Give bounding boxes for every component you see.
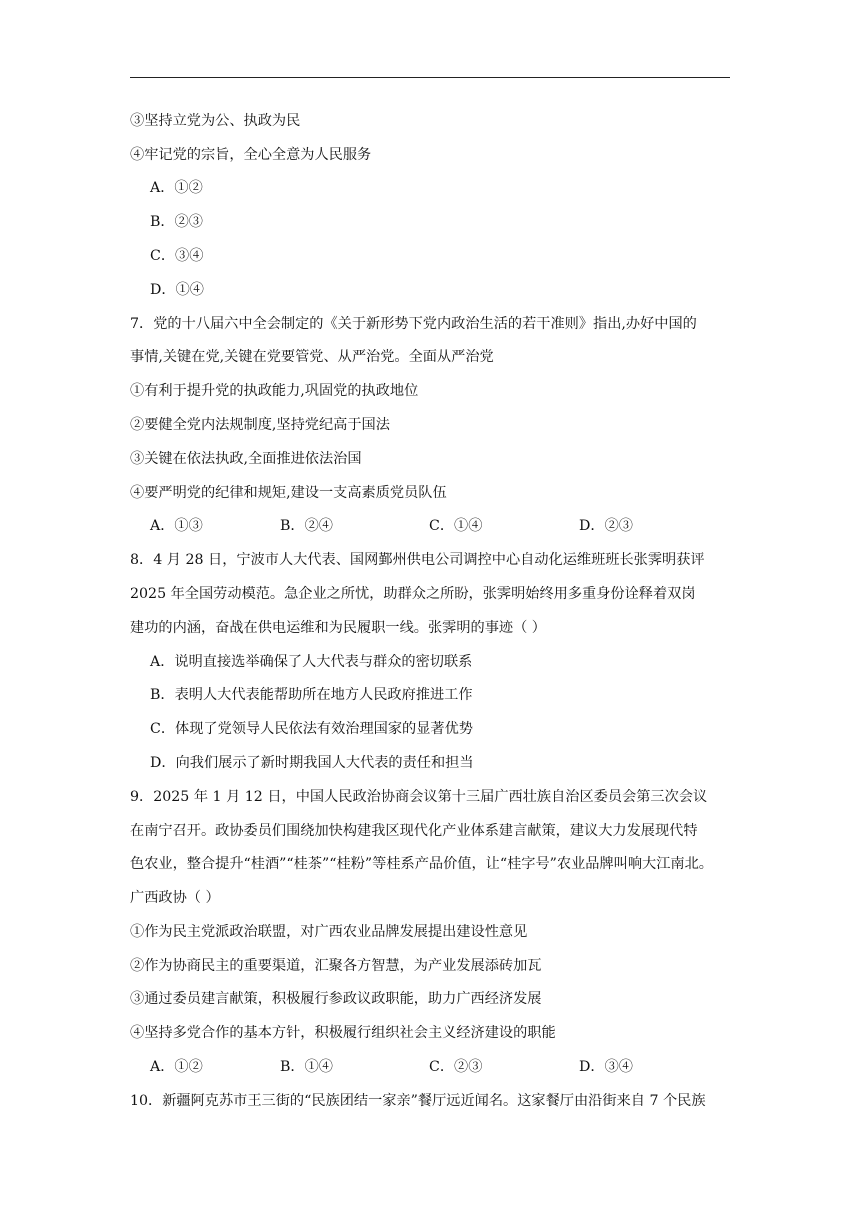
q9-stem-line-2: 在南宁召开。政协委员们围绕加快构建我区现代化产业体系建言献策，建议大力发展现代特: [130, 823, 698, 839]
q7-stem-line-1: 7．党的十八届六中全会制定的《关于新形势下党内政治生活的若干准则》指出,办好中国的: [130, 316, 697, 332]
q7-option-b: B．②④: [280, 518, 333, 534]
q9-statement-1: ①作为民主党派政治联盟，对广西农业品牌发展提出建设性意见: [130, 924, 528, 940]
q9-option-d: D．③④: [579, 1059, 633, 1075]
q6-statement-4: ④牢记党的宗旨，全心全意为人民服务: [130, 147, 372, 163]
q7-statement-1: ①有利于提升党的执政能力,巩固党的执政地位: [130, 383, 419, 399]
q8-stem-line-2: 2025 年全国劳动模范。急企业之所忧，助群众之所盼，张霁明始终用多重身份诠释着双岗: [130, 586, 696, 602]
q9-statement-3: ③通过委员建言献策，积极履行参政议政职能，助力广西经济发展: [130, 991, 542, 1007]
q9-stem-line-3: 色农业，整合提升“桂酒”“桂茶”“桂粉”等桂系产品价值，让“桂字号”农业品牌叫响大江南北。: [130, 856, 713, 872]
q9-stem-line-1: 9．2025 年 1 月 12 日，中国人民政治协商会议第十三届广西壮族自治区委员会第三次会议: [130, 789, 708, 805]
q9-statement-2: ②作为协商民主的重要渠道，汇聚各方智慧，为产业发展添砖加瓦: [130, 958, 542, 974]
q9-stem-line-4: 广西政协（ ）: [130, 890, 220, 906]
q7-statement-2: ②要健全党内法规制度,坚持党纪高于国法: [130, 417, 390, 433]
q8-stem-line-3: 建功的内涵，奋战在供电运维和为民履职一线。张霁明的事迹（ ）: [130, 620, 546, 636]
q7-option-c: C．①④: [429, 518, 483, 534]
q7-option-a: A．①③: [150, 518, 203, 534]
q9-option-a: A．①②: [150, 1059, 203, 1075]
q8-option-a: A．说明直接选举确保了人大代表与群众的密切联系: [150, 654, 473, 670]
q6-option-a: A．①②: [150, 180, 203, 196]
q7-statement-3: ③关键在依法执政,全面推进依法治国: [130, 451, 362, 467]
q7-statement-4: ④要严明党的纪律和规矩,建设一支高素质党员队伍: [130, 485, 447, 501]
q7-option-d: D．②③: [579, 518, 633, 534]
q9-option-b: B．①④: [280, 1059, 333, 1075]
q9-option-c: C．②③: [429, 1059, 483, 1075]
q8-option-b: B．表明人大代表能帮助所在地方人民政府推进工作: [150, 687, 473, 703]
q9-statement-4: ④坚持多党合作的基本方针，积极履行组织社会主义经济建设的职能: [130, 1025, 556, 1041]
q7-stem-line-2: 事情,关键在党,关键在党要管党、从严治党。全面从严治党: [130, 349, 494, 365]
q10-stem-line-1: 10．新疆阿克苏市王三街的“民族团结一家亲”餐厅远近闻名。这家餐厅由沿街来自 7 个民族: [130, 1093, 706, 1109]
header-rule: [130, 77, 730, 78]
q8-stem-line-1: 8．4 月 28 日，宁波市人大代表、国网鄞州供电公司调控中心自动化运维班班长张霁明获评: [130, 552, 705, 568]
q8-option-d: D．向我们展示了新时期我国人大代表的责任和担当: [150, 755, 474, 771]
q8-option-c: C．体现了党领导人民依法有效治理国家的显著优势: [150, 721, 473, 737]
q6-option-c: C．③④: [150, 248, 204, 264]
q6-option-d: D．①④: [150, 282, 204, 298]
q6-option-b: B．②③: [150, 214, 203, 230]
q6-statement-3: ③坚持立党为公、执政为民: [130, 113, 301, 129]
